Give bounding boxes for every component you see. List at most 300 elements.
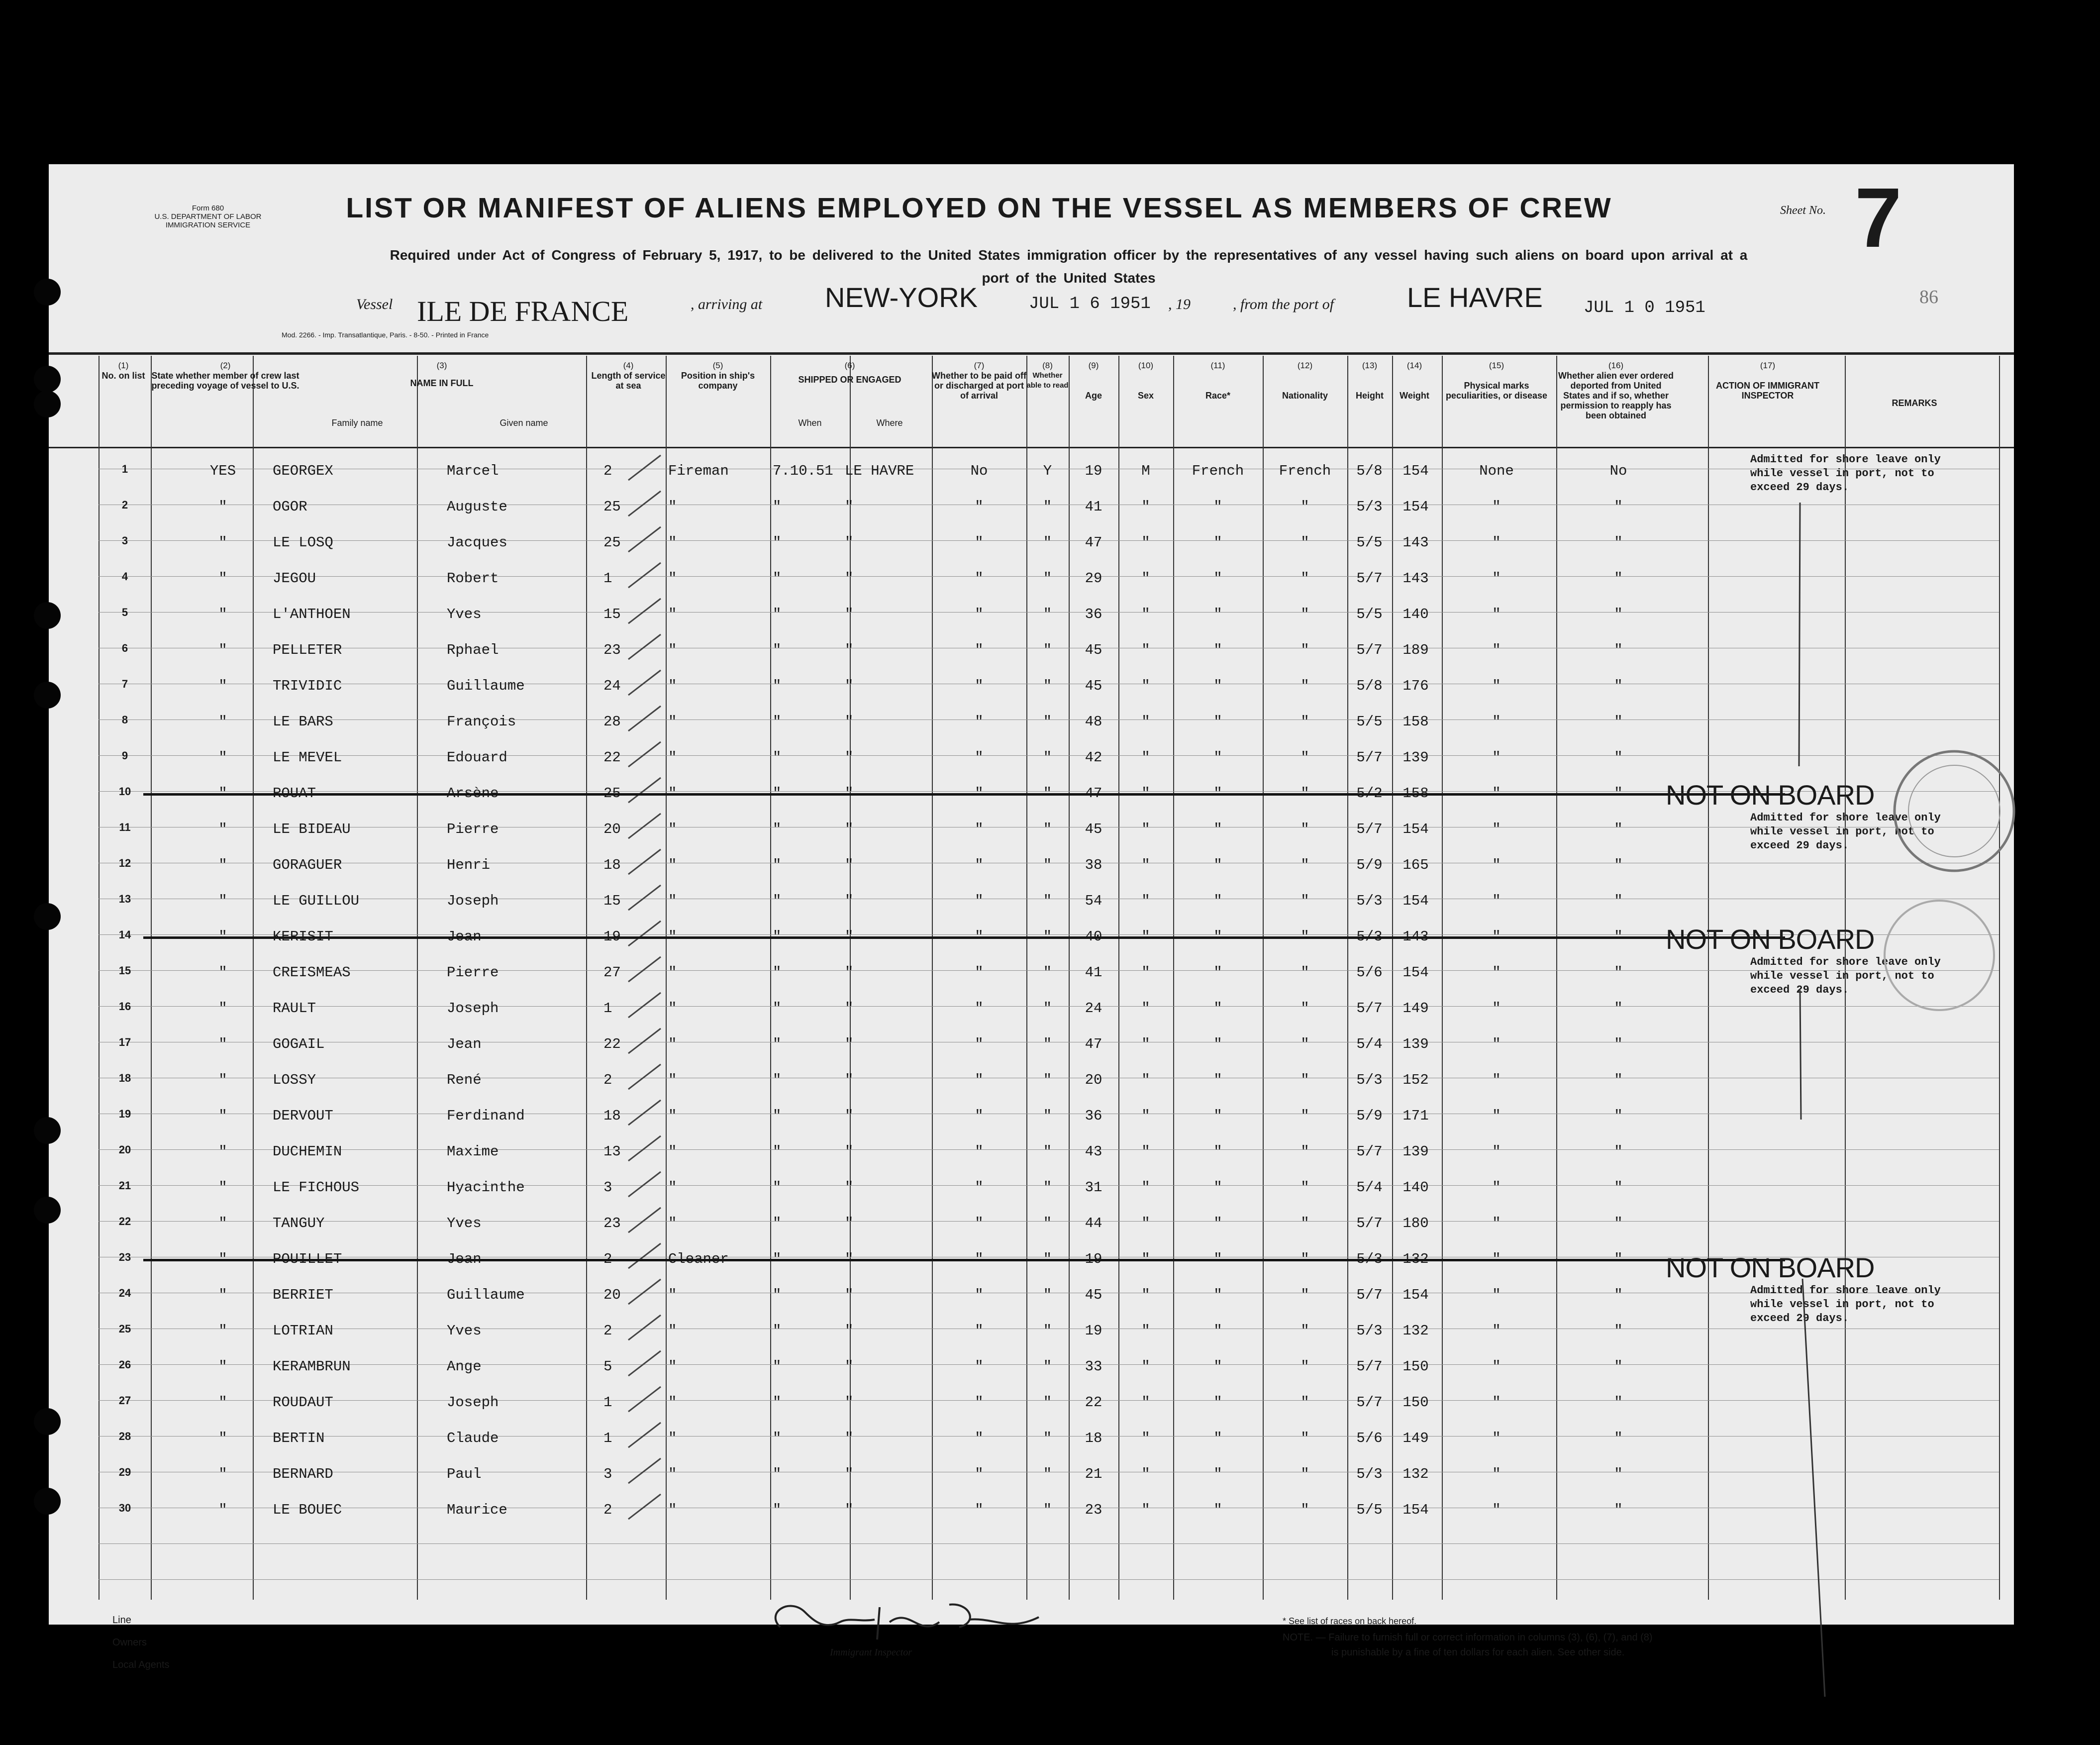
cell-marks: " — [1492, 1466, 1501, 1482]
cell-prev: " — [218, 534, 227, 551]
cell-deported: " — [1614, 570, 1623, 587]
row-rule — [99, 1543, 1999, 1544]
cell-height: 5/7 — [1356, 821, 1383, 837]
cell-no: 16 — [118, 1000, 131, 1013]
cell-prev: " — [218, 499, 227, 515]
cell-sex: " — [1141, 534, 1150, 551]
cell-when: " — [773, 893, 782, 909]
cell-height: 5/7 — [1356, 1143, 1383, 1160]
form-service: IMMIGRATION SERVICE — [165, 221, 251, 229]
col-num: (4) — [623, 361, 634, 370]
binder-hole — [34, 682, 61, 709]
cell-service: 2 — [603, 1072, 612, 1088]
cell-family: LE BOUEC — [273, 1502, 342, 1518]
cell-age: 41 — [1085, 964, 1102, 981]
cell-no: 7 — [121, 678, 128, 690]
cell-prev: " — [218, 606, 227, 622]
cell-marks: " — [1492, 678, 1501, 694]
cell-where: " — [845, 1502, 854, 1518]
cell-paid: " — [975, 1502, 984, 1518]
cell-sex: " — [1141, 570, 1150, 587]
cell-sex: " — [1141, 964, 1150, 981]
cell-no: 21 — [118, 1179, 131, 1192]
cell-race: " — [1213, 570, 1222, 587]
cell-height: 5/5 — [1356, 534, 1383, 551]
cell-marks: " — [1492, 1143, 1501, 1160]
cell-nationality: French — [1279, 463, 1331, 479]
cell-no: 20 — [118, 1143, 131, 1156]
cell-race: " — [1213, 1000, 1222, 1017]
cell-service: 5 — [603, 1358, 612, 1375]
cell-no: 4 — [121, 570, 128, 583]
col-label: Whether alien ever ordered deported from United States and if so, whether permission to reapply has been obtained — [1558, 371, 1674, 420]
column-rule — [1708, 356, 1709, 1600]
cell-no: 6 — [121, 642, 128, 654]
col-header-10 — [1118, 361, 1173, 401]
inspector-signature — [760, 1592, 1069, 1652]
cell-given: Robert — [447, 570, 499, 587]
cell-sex: " — [1141, 1215, 1150, 1232]
cell-weight: 132 — [1402, 1466, 1429, 1482]
check-tick-icon — [626, 489, 666, 518]
cell-family: LOSSY — [273, 1072, 316, 1088]
cell-age: 47 — [1085, 534, 1102, 551]
col-num: (8) — [1042, 361, 1053, 370]
cell-nationality: " — [1300, 1215, 1309, 1232]
cell-position: " — [668, 1358, 677, 1375]
cell-no: 3 — [121, 534, 128, 547]
cell-deported: " — [1614, 1430, 1623, 1446]
cell-when: " — [773, 642, 782, 658]
check-tick-icon — [626, 1348, 666, 1378]
cell-given: Joseph — [447, 893, 499, 909]
cell-no: 27 — [118, 1394, 131, 1407]
cell-sex: " — [1141, 857, 1150, 873]
cell-where: " — [845, 1430, 854, 1446]
cell-paid: " — [975, 570, 984, 587]
cell-when: " — [773, 534, 782, 551]
cell-prev: " — [218, 1036, 227, 1052]
vessel-name: ILE DE FRANCE — [417, 295, 629, 327]
manifest-title: LIST OR MANIFEST OF ALIENS EMPLOYED ON THE VESSEL AS MEMBERS OF CREW — [346, 192, 1612, 224]
cell-nationality: " — [1300, 1000, 1309, 1017]
column-rule — [1118, 356, 1119, 1600]
col-header-11 — [1173, 361, 1263, 401]
cell-service: 25 — [603, 534, 621, 551]
cell-where: LE HAVRE — [845, 463, 914, 479]
cell-age: 18 — [1085, 1430, 1102, 1446]
cell-deported: " — [1614, 1466, 1623, 1482]
cell-weight: 154 — [1402, 1287, 1429, 1303]
cell-prev: " — [218, 1323, 227, 1339]
cell-nationality: " — [1300, 499, 1309, 515]
cell-marks: " — [1492, 714, 1501, 730]
cell-where: " — [845, 499, 854, 515]
cell-where: " — [845, 1323, 854, 1339]
col-label: Whether to be paid off or discharged at port of arrival — [932, 371, 1026, 401]
cell-when: " — [773, 1394, 782, 1411]
check-tick-icon — [626, 883, 666, 913]
cell-position: " — [668, 1287, 677, 1303]
cell-sex: " — [1141, 1108, 1150, 1124]
cell-position: " — [668, 1108, 677, 1124]
cell-weight: 149 — [1402, 1000, 1429, 1017]
cell-marks: " — [1492, 1215, 1501, 1232]
inspector-remark-4: Admitted for shore leave only while vessel in port, not to exceed 29 days. — [1750, 1284, 1941, 1325]
cell-read: " — [1043, 534, 1052, 551]
cell-position: " — [668, 1072, 677, 1088]
cell-marks: " — [1492, 749, 1501, 766]
col-label: Race* — [1205, 391, 1231, 401]
column-rule — [1442, 356, 1443, 1600]
check-tick-icon — [626, 632, 666, 662]
cell-race: " — [1213, 1143, 1222, 1160]
cell-position: Fireman — [668, 463, 729, 479]
manifest-sheet — [49, 164, 2014, 1670]
binder-hole — [34, 1117, 61, 1144]
cell-race: " — [1213, 714, 1222, 730]
cell-when: " — [773, 499, 782, 515]
col-num: (11) — [1210, 361, 1225, 370]
cell-sex: M — [1141, 463, 1150, 479]
cell-read: " — [1043, 1215, 1052, 1232]
column-rule — [770, 356, 771, 1600]
cell-position: " — [668, 606, 677, 622]
cell-when: " — [773, 714, 782, 730]
cell-age: 54 — [1085, 893, 1102, 909]
check-tick-icon — [626, 1492, 666, 1522]
col-num: (14) — [1406, 361, 1422, 370]
subtitle-line-1: Required under Act of Congress of February 5, 1917, to be delivered to the United States immigration officer by the representatives of any vessel having such aliens on board upon arrival at a — [390, 247, 1748, 263]
cell-when: " — [773, 1143, 782, 1160]
cell-read: " — [1043, 606, 1052, 622]
check-tick-icon — [626, 1420, 666, 1450]
penalty-note-1: NOTE. — Failure to furnish full or correct information in columns (3), (6), (7), and (8) — [1283, 1632, 1653, 1643]
cell-height: 5/3 — [1356, 499, 1383, 515]
cell-height: 5/8 — [1356, 678, 1383, 694]
cell-marks: " — [1492, 1179, 1501, 1196]
cell-when: " — [773, 570, 782, 587]
cell-prev: " — [218, 642, 227, 658]
cell-family: CREISMEAS — [273, 964, 351, 981]
cell-age: 21 — [1085, 1466, 1102, 1482]
check-tick-icon — [626, 1384, 666, 1414]
cell-age: 48 — [1085, 714, 1102, 730]
cell-paid: " — [975, 1072, 984, 1088]
binder-hole — [34, 391, 61, 417]
cell-no: 22 — [118, 1215, 131, 1228]
cell-deported: " — [1614, 1323, 1623, 1339]
cell-deported: " — [1614, 1502, 1623, 1518]
cell-service: 1 — [603, 570, 612, 587]
cell-paid: " — [975, 1215, 984, 1232]
col-num: (15) — [1489, 361, 1504, 370]
cell-where: " — [845, 964, 854, 981]
cell-service: 1 — [603, 1394, 612, 1411]
binder-hole — [34, 279, 61, 306]
cell-prev: " — [218, 964, 227, 981]
cell-prev: " — [218, 1502, 227, 1518]
cell-age: 42 — [1085, 749, 1102, 766]
row-rule — [99, 1579, 1999, 1580]
cell-prev: " — [218, 857, 227, 873]
cell-sex: " — [1141, 642, 1150, 658]
cell-family: RAULT — [273, 1000, 316, 1017]
cell-age: 36 — [1085, 606, 1102, 622]
cell-no: 9 — [121, 749, 128, 762]
cell-given: Yves — [447, 1215, 482, 1232]
cell-marks: " — [1492, 821, 1501, 837]
cell-read: " — [1043, 1036, 1052, 1052]
form-number: Form 680 — [192, 204, 224, 212]
cell-paid: " — [975, 857, 984, 873]
cell-nationality: " — [1300, 570, 1309, 587]
cell-race: " — [1213, 1394, 1222, 1411]
check-tick-icon — [626, 1133, 666, 1163]
cell-where: " — [845, 606, 854, 622]
col-num: (13) — [1362, 361, 1378, 370]
cell-age: 29 — [1085, 570, 1102, 587]
cell-prev: " — [218, 1000, 227, 1017]
cell-height: 5/5 — [1356, 714, 1383, 730]
cell-age: 31 — [1085, 1179, 1102, 1196]
cell-where: " — [845, 1036, 854, 1052]
cell-sex: " — [1141, 821, 1150, 837]
cell-paid: " — [975, 499, 984, 515]
inspection-seal-stamp — [1875, 731, 2034, 891]
cell-weight: 180 — [1402, 1215, 1429, 1232]
col-num: (2) — [220, 361, 231, 370]
cell-sex: " — [1141, 1502, 1150, 1518]
cell-race: " — [1213, 964, 1222, 981]
arrival-date: JUL 1 6 1951 — [1029, 295, 1151, 313]
cell-where: " — [845, 1215, 854, 1232]
cell-deported: " — [1614, 1143, 1623, 1160]
cell-deported: " — [1614, 1036, 1623, 1052]
cell-race: " — [1213, 1179, 1222, 1196]
cell-sex: " — [1141, 678, 1150, 694]
cell-family: ROUDAUT — [273, 1394, 333, 1411]
cell-no: 8 — [121, 714, 128, 726]
col-header-6 — [770, 361, 929, 385]
cell-age: 22 — [1085, 1394, 1102, 1411]
cell-prev: " — [218, 1358, 227, 1375]
cell-when: " — [773, 821, 782, 837]
cell-weight: 139 — [1402, 1143, 1429, 1160]
cell-deported: " — [1614, 714, 1623, 730]
cell-age: 19 — [1085, 463, 1102, 479]
cell-deported: " — [1614, 1215, 1623, 1232]
cell-when: " — [773, 606, 782, 622]
cell-service: 23 — [603, 1215, 621, 1232]
cell-where: " — [845, 534, 854, 551]
col-label: NAME IN FULL — [410, 378, 474, 388]
cell-marks: " — [1492, 642, 1501, 658]
cell-given: Hyacinthe — [447, 1179, 525, 1196]
binder-hole — [34, 1197, 61, 1224]
col-label: SHIPPED OR ENGAGED — [798, 375, 901, 385]
col-num: (16) — [1608, 361, 1624, 370]
cell-nationality: " — [1300, 964, 1309, 981]
cell-where: " — [845, 570, 854, 587]
col-num: (3) — [436, 361, 447, 370]
cell-weight: 158 — [1402, 714, 1429, 730]
inspection-seal-stamp — [1865, 881, 2014, 1030]
cell-deported: No — [1609, 463, 1627, 479]
cell-sex: " — [1141, 1466, 1150, 1482]
cell-marks: " — [1492, 534, 1501, 551]
cell-paid: " — [975, 1036, 984, 1052]
arriving-port: NEW-YORK — [825, 282, 978, 313]
cell-nationality: " — [1300, 1502, 1309, 1518]
col-header-5 — [666, 361, 770, 391]
col-header-4 — [586, 361, 671, 391]
cell-where: " — [845, 857, 854, 873]
cell-prev: " — [218, 893, 227, 909]
col-header-9 — [1069, 361, 1118, 401]
cell-no: 30 — [118, 1502, 131, 1514]
cell-paid: " — [975, 534, 984, 551]
cell-sex: " — [1141, 606, 1150, 622]
col-header-16 — [1556, 361, 1676, 420]
cell-nationality: " — [1300, 893, 1309, 909]
cell-race: " — [1213, 1358, 1222, 1375]
cell-where: " — [845, 893, 854, 909]
subtitle-line-2: port of the United States — [982, 270, 1156, 286]
strike-through-line — [143, 936, 1785, 939]
cell-when: " — [773, 1000, 782, 1017]
col-label: Sex — [1137, 391, 1154, 401]
cell-race: " — [1213, 1036, 1222, 1052]
cell-height: 5/3 — [1356, 1466, 1383, 1482]
cell-marks: None — [1479, 463, 1514, 479]
cell-age: 45 — [1085, 642, 1102, 658]
check-tick-icon — [626, 990, 666, 1020]
cell-deported: " — [1614, 1358, 1623, 1375]
cell-weight: 152 — [1402, 1072, 1429, 1088]
cell-given: Marcel — [447, 463, 499, 479]
cell-sex: " — [1141, 1394, 1150, 1411]
inspector-remark-2: Admitted for shore leave only while vessel in port, not to exceed 29 days. — [1750, 812, 1941, 852]
cell-paid: " — [975, 678, 984, 694]
col-label: State whether member of crew last preceding voyage of vessel to U.S. — [151, 371, 300, 391]
cell-service: 28 — [603, 714, 621, 730]
cell-race: " — [1213, 893, 1222, 909]
cell-no: 15 — [118, 964, 131, 977]
cell-when: " — [773, 1502, 782, 1518]
check-tick-icon — [626, 704, 666, 733]
cell-deported: " — [1614, 893, 1623, 909]
cell-family: DUCHEMIN — [273, 1143, 342, 1160]
vessel-label: Vessel — [356, 296, 393, 312]
cell-given: René — [447, 1072, 482, 1088]
cell-nationality: " — [1300, 1036, 1309, 1052]
cell-weight: 139 — [1402, 1036, 1429, 1052]
not-on-board-stamp-1: NOT ON BOARD — [1666, 779, 1875, 811]
cell-paid: " — [975, 821, 984, 837]
cell-deported: " — [1614, 1108, 1623, 1124]
cell-prev: " — [218, 821, 227, 837]
cell-marks: " — [1492, 964, 1501, 981]
header-bottom-rule — [49, 447, 2014, 448]
cell-no: 1 — [121, 463, 128, 475]
cell-service: 22 — [603, 749, 621, 766]
cell-marks: " — [1492, 1036, 1501, 1052]
cell-when: " — [773, 1215, 782, 1232]
cell-when: " — [773, 1323, 782, 1339]
cell-when: 7.10.51 — [773, 463, 833, 479]
cell-position: " — [668, 1323, 677, 1339]
inspector-label: Immigrant Inspector — [830, 1647, 912, 1658]
cell-service: 13 — [603, 1143, 621, 1160]
cell-service: 2 — [603, 1502, 612, 1518]
cell-family: PELLETER — [273, 642, 342, 658]
cell-position: " — [668, 678, 677, 694]
cell-height: 5/3 — [1356, 1323, 1383, 1339]
col-header-12 — [1263, 361, 1347, 401]
cell-paid: " — [975, 749, 984, 766]
check-tick-icon — [626, 919, 666, 948]
cell-given: Yves — [447, 606, 482, 622]
cell-age: 36 — [1085, 1108, 1102, 1124]
arriving-label: , arriving at — [691, 296, 763, 312]
cell-weight: 149 — [1402, 1430, 1429, 1446]
cell-age: 47 — [1085, 1036, 1102, 1052]
cell-weight: 154 — [1402, 821, 1429, 837]
cell-service: 23 — [603, 642, 621, 658]
cell-deported: " — [1614, 642, 1623, 658]
cell-marks: " — [1492, 1000, 1501, 1017]
cell-family: TRIVIDIC — [273, 678, 342, 694]
cell-deported: " — [1614, 1394, 1623, 1411]
cell-family: GOGAIL — [273, 1036, 325, 1052]
cell-paid: " — [975, 893, 984, 909]
cell-race: French — [1192, 463, 1244, 479]
cell-family: OGOR — [273, 499, 307, 515]
cell-deported: " — [1614, 534, 1623, 551]
cell-weight: 165 — [1402, 857, 1429, 873]
cell-paid: " — [975, 1466, 984, 1482]
cell-given: François — [447, 714, 516, 730]
cell-position: " — [668, 534, 677, 551]
cell-paid: " — [975, 964, 984, 981]
cell-sex: " — [1141, 1287, 1150, 1303]
cell-given: Yves — [447, 1323, 482, 1339]
cell-nationality: " — [1300, 606, 1309, 622]
cell-nationality: " — [1300, 1323, 1309, 1339]
cell-family: TANGUY — [273, 1215, 325, 1232]
col-label: Physical marks peculiarities, or disease — [1445, 381, 1548, 401]
cell-service: 25 — [603, 499, 621, 515]
column-rule — [417, 356, 418, 1600]
cell-sex: " — [1141, 1323, 1150, 1339]
cell-race: " — [1213, 1430, 1222, 1446]
cell-read: " — [1043, 1179, 1052, 1196]
cell-given: Paul — [447, 1466, 482, 1482]
column-rule — [1069, 356, 1070, 1600]
cell-nationality: " — [1300, 1108, 1309, 1124]
col-label: Whether able to read — [1026, 371, 1069, 390]
cell-height: 5/4 — [1356, 1179, 1383, 1196]
cell-weight: 140 — [1402, 606, 1429, 622]
cell-family: LOTRIAN — [273, 1323, 333, 1339]
cell-family: LE LOSQ — [273, 534, 333, 551]
cell-sex: " — [1141, 1179, 1150, 1196]
cell-age: 19 — [1085, 1323, 1102, 1339]
cell-prev: " — [218, 1287, 227, 1303]
cell-prev: " — [218, 570, 227, 587]
cell-marks: " — [1492, 606, 1501, 622]
